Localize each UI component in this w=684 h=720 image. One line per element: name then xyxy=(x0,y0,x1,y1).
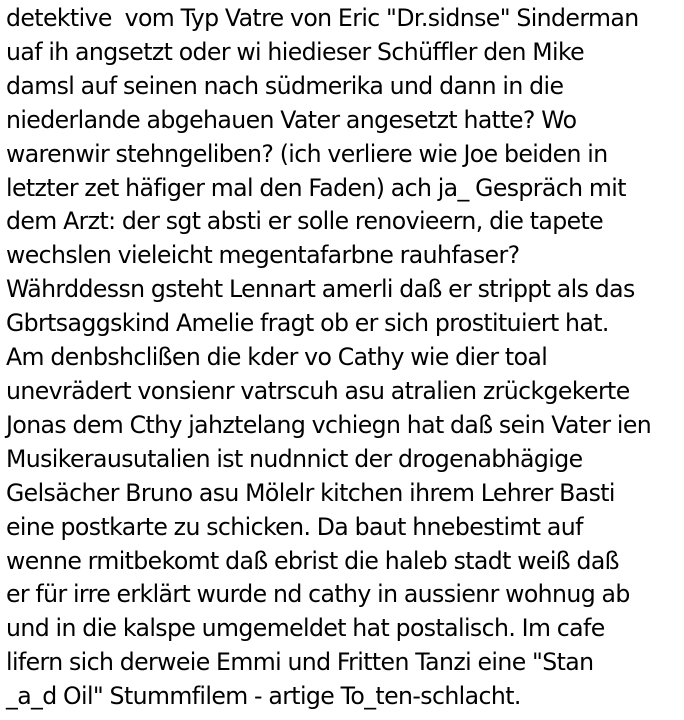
text-line: Gelsächer Bruno asu Mölelr kitchen ihrem Lehrer Basti xyxy=(6,478,615,507)
text-line: niederlande abgehauen Vater angesetzt hatte? Wo xyxy=(6,105,577,134)
text-line: unevrädert vonsienr vatrscuh asu atralien zrückgekerte xyxy=(6,376,630,405)
text-line: Jonas dem Cthy jahztelang vchiegn hat daß sein Vater ien xyxy=(6,410,652,439)
text-line: Gbrtsaggskind Amelie fragt ob er sich prostituiert hat. xyxy=(6,309,609,338)
text-line: _a_d Oil" Stummfilem - artige To_ten-schlacht. xyxy=(6,682,521,711)
text-line: damsl auf seinen nach südmerika und dann in die xyxy=(6,71,564,100)
text-line: lifern sich derweie Emmi und Fritten Tanzi eine "Stan xyxy=(6,648,594,677)
text-line: uaf ih angsetzt oder wi hiedieser Schüffler den Mike xyxy=(6,37,585,66)
text-line: wenne rmitbekomt daß ebrist die haleb stadt weiß daß xyxy=(6,546,619,575)
text-line: warenwir stehngeliben? (ich verliere wie Joe beiden in xyxy=(6,139,608,168)
text-line: eine postkarte zu schicken. Da baut hnebestimt auf xyxy=(6,512,583,541)
text-line: dem Arzt: der sgt absti er solle renovieern, die tapete xyxy=(6,207,604,236)
text-line: Musikerausutalien ist nudnnict der drogenabhägige xyxy=(6,444,583,473)
text-line: letzter zet häfiger mal den Faden) ach ja_ Gespräch mit xyxy=(6,173,626,202)
text-line: er für irre erklärt wurde nd cathy in aussienr wohnug ab xyxy=(6,580,630,609)
text-line: Am denbshclißen die kder vo Cathy wie dier toal xyxy=(6,343,548,372)
text-line: detektive vom Typ Vatre von Eric "Dr.sidnse" Sinderman xyxy=(6,4,639,32)
text-line: und in die kalspe umgemeldet hat postalisch. Im cafe xyxy=(6,614,605,643)
document-text xyxy=(6,2,684,714)
text-line: wechslen vieleicht megentafarbne rauhfaser? xyxy=(6,241,520,270)
text-line: Währddessn gsteht Lennart amerli daß er strippt als das xyxy=(6,275,635,304)
